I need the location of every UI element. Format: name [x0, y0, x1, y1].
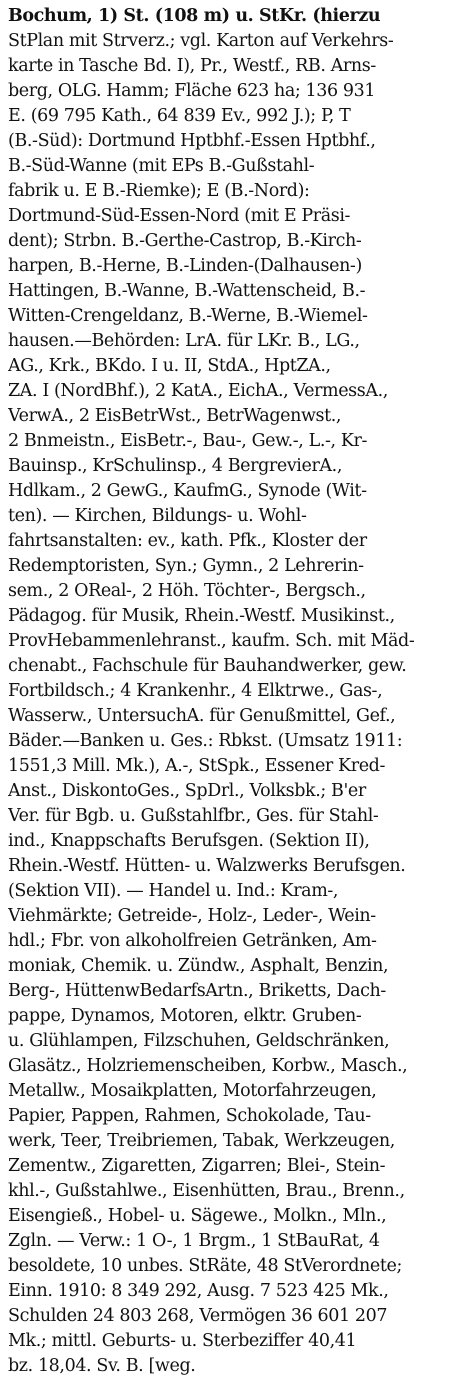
text-line: Zgln. — Verw.: 1 O-, 1 Brgm., 1 StBauRat, 4: [8, 1231, 380, 1251]
text-line: Wasserw., UntersuchA. für Genußmittel, Gef.,: [8, 706, 396, 726]
text-line: Glasätz., Holzriemenscheiben, Korbw., Masch.,: [8, 1056, 408, 1076]
text-line: StPlan mit Strverz.; vgl. Karton auf Verkehrs-: [8, 31, 394, 51]
text-line: bz. 18,04. Sv. B. [weg.: [8, 1356, 196, 1376]
text-line: Schulden 24 803 268, Vermögen 36 601 207: [8, 1306, 388, 1326]
text-line: VerwA., 2 EisBetrWst., BetrWagenwst.,: [8, 406, 342, 426]
text-line: Anst., DiskontoGes., SpDrl., Volksbk.; B'er: [8, 781, 366, 801]
text-line: ZA. I (NordBhf.), 2 KatA., EichA., VermessA.,: [8, 381, 388, 401]
text-line: (Sektion VII). — Handel u. Ind.: Kram-,: [8, 881, 339, 901]
text-line: Rhein.-Westf. Hütten- u. Walzwerks Berufsgen.: [8, 856, 406, 876]
text-line: Eisengieß., Hobel- u. Sägewe., Molkn., Mln.,: [8, 1206, 387, 1226]
text-line: 2 Bnmeistn., EisBetr.-, Bau-, Gew.-, L.-, Kr-: [8, 431, 368, 451]
text-line: werk, Teer, Treibriemen, Tabak, Werkzeugen,: [8, 1131, 395, 1151]
text-line: AG., Krk., BKdo. I u. II, StdA., HptZA.,: [8, 356, 331, 376]
text-line: Ver. für Bgb. u. Gußstahlfbr., Ges. für Stahl-: [8, 806, 379, 826]
text-line: Redemptoristen, Syn.; Gymn., 2 Lehrerin-: [8, 556, 364, 576]
text-line: Dortmund-Süd-Essen-Nord (mit E Präsi-: [8, 206, 351, 226]
text-line: Einn. 1910: 8 349 292, Ausg. 7 523 425 Mk.,: [8, 1281, 389, 1301]
text-line: Witten-Crengeldanz, B.-Werne, B.-Wiemel-: [8, 306, 368, 326]
text-line: Hdlkam., 2 GewG., KaufmG., Synode (Wit-: [8, 481, 367, 501]
text-line: 1551,3 Mill. Mk.), A.-, StSpk., Essener Kred-: [8, 756, 385, 776]
text-line: E. (69 795 Kath., 64 839 Ev., 992 J.); P, T: [8, 106, 351, 126]
text-line: berg, OLG. Hamm; Fläche 623 ha; 136 931: [8, 81, 376, 101]
text-line: fabrik u. E B.-Riemke); E (B.-Nord):: [8, 181, 310, 201]
text-line: harpen, B.-Herne, B.-Linden-(Dalhausen-): [8, 256, 362, 276]
text-line: besoldete, 10 unbes. StRäte, 48 StVerordnete;: [8, 1256, 402, 1276]
text-line: sem., 2 OReal-, 2 Höh. Töchter-, Bergsch.,: [8, 581, 366, 601]
text-line: Hattingen, B.-Wanne, B.-Wattenscheid, B.-: [8, 281, 366, 301]
text-line: ten). — Kirchen, Bildungs- u. Wohl-: [8, 506, 307, 526]
text-line: Zementw., Zigaretten, Zigarren; Blei-, Stein-: [8, 1156, 386, 1176]
text-line: Bauinsp., KrSchulinsp., 4 BergrevierA.,: [8, 456, 342, 476]
text-line: Fortbildsch.; 4 Krankenhr., 4 Elktrwe., Gas-,: [8, 681, 383, 701]
text-line: Bochum, 1) St. (108 m) u. StKr. (hierzu: [8, 6, 381, 26]
text-line: (B.-Süd): Dortmund Hptbhf.-Essen Hptbhf.,: [8, 131, 376, 151]
text-line: Viehmärkte; Getreide-, Holz-, Leder-, Wein-: [8, 906, 376, 926]
text-line: Metallw., Mosaikplatten, Motorfahrzeugen,: [8, 1081, 377, 1101]
text-line: dent); Strbn. B.-Gerthe-Castrop, B.-Kirch-: [8, 231, 362, 251]
text-line: hdl.; Fbr. von alkoholfreien Getränken, Am-: [8, 931, 377, 951]
text-line: B.-Süd-Wanne (mit EPs B.-Gußstahl-: [8, 156, 315, 176]
text-line: Mk.; mittl. Geburts- u. Sterbeziffer 40,41: [8, 1331, 357, 1351]
text-line: Papier, Pappen, Rahmen, Schokolade, Tau-: [8, 1106, 371, 1126]
text-line: Berg-, HüttenwBedarfsArtn., Briketts, Dach-: [8, 981, 386, 1001]
text-line: u. Glühlampen, Filzschuhen, Geldschränken,: [8, 1031, 390, 1051]
text-line: ind., Knappschafts Berufsgen. (Sektion II),: [8, 831, 370, 851]
text-line: karte in Tasche Bd. I), Pr., Westf., RB. Arns-: [8, 56, 376, 76]
text-line: Bäder.—Banken u. Ges.: Rbkst. (Umsatz 1911:: [8, 731, 403, 751]
text-line: hausen.—Behörden: LrA. für LKr. B., LG.,: [8, 331, 360, 351]
text-line: fahrtsanstalten: ev., kath. Pfk., Kloster der: [8, 531, 367, 551]
text-line: khl.-, Gußstahlwe., Eisenhütten, Brau., Brenn.,: [8, 1181, 405, 1201]
text-line: ProvHebammenlehranst., kaufm. Sch. mit Mäd-: [8, 631, 415, 651]
text-line: chenabt., Fachschule für Bauhandwerker, gew.: [8, 656, 407, 676]
text-line: moniak, Chemik. u. Zündw., Asphalt, Benzin,: [8, 956, 389, 976]
text-line: pappe, Dynamos, Motoren, elktr. Gruben-: [8, 1006, 362, 1026]
text-line: Pädagog. für Musik, Rhein.-Westf. Musikinst.,: [8, 606, 395, 626]
